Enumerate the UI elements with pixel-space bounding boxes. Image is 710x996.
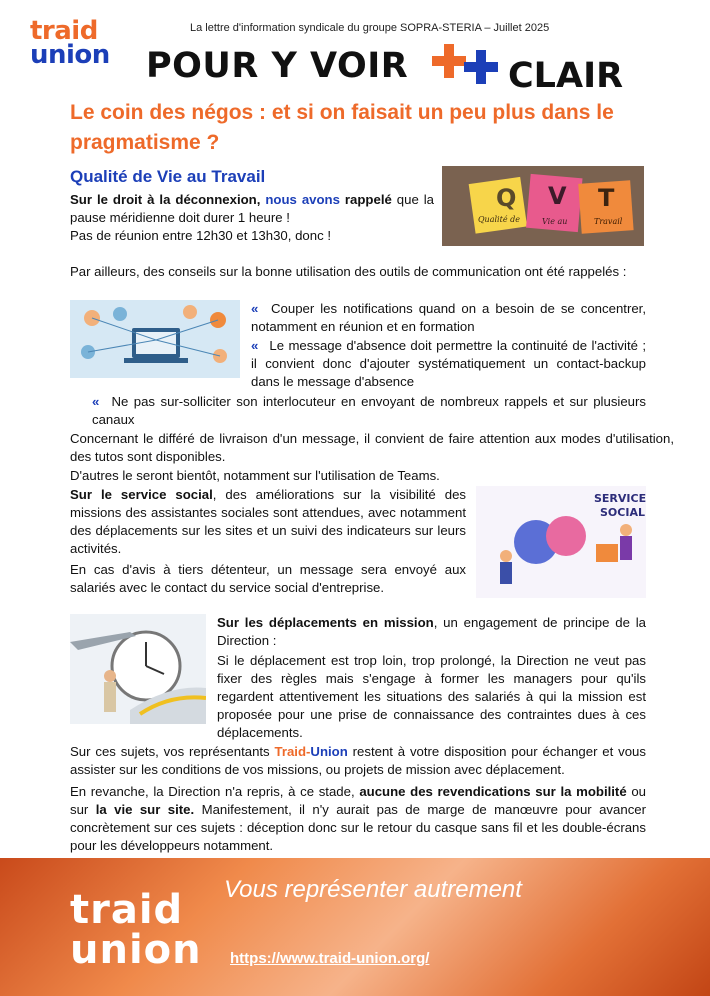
qvt-image	[442, 166, 644, 246]
communication-image	[70, 300, 240, 378]
social-paragraph	[70, 486, 466, 558]
final-bold-2: la vie sur site.	[95, 802, 195, 817]
qvt-letter-t: T	[598, 184, 615, 212]
final-bold-1: aucune des revendications sur la mobilité	[359, 784, 627, 799]
bullet-item	[251, 337, 646, 391]
missions-contact-text: restent à votre disposition pour échanger et vous assister sur les conditions de vos missions, ou projets de mission avec déplacement.	[70, 744, 646, 777]
bullet-chevron-icon: «	[251, 301, 259, 316]
missions-text: , un engagement de principe de la Direction :	[217, 615, 646, 648]
final-text-c: Manifestement, il n'y aurait pas de marge de manœuvre pour avancer concrètement sur ces sujets : déception donc sur le retour du casque sans fil et les double-écrans pour les développeurs notamment.	[70, 802, 647, 853]
social-text: , des améliorations sur la visibilité des missions des assistantes sociales sont attendues, avec notamment des déplacements sur les sites et un suivi des indicateurs sur leurs activités.	[70, 487, 466, 556]
logo-word-union: union	[30, 40, 110, 70]
bullet-text: Couper les notifications quand on a besoin de se concentrer, notamment en réunion et en formation	[251, 301, 646, 334]
brand-logo	[30, 18, 130, 68]
communication-intro: Par ailleurs, des conseils sur la bonne utilisation des outils de communication ont été rappelés :	[70, 264, 627, 279]
qvt-caption-1: Qualité de	[478, 215, 520, 224]
qvt-caption-2: Vie au	[542, 217, 568, 226]
missions-paragraph-2: Si le déplacement est trop loin, trop prolongé, la Direction ne veut pas fixer des règles mais s'engage à former les managers pour qu'ils regardent attentivement les situations des salariés à qui la mission est proposée pour une prise de connaissance des contraintes dues à ces déplacements.	[217, 653, 646, 740]
travel-image	[70, 614, 206, 724]
missions-paragraph	[217, 614, 646, 650]
qvt-caption-3: Travail	[594, 217, 623, 226]
qvt-lead-2: rappelé	[344, 192, 392, 207]
missions-final-paragraph	[70, 783, 646, 855]
qvt-accent: nous avons	[265, 192, 340, 207]
double-plus-icon	[430, 44, 502, 86]
bullet-text: Ne pas sur-solliciter son interlocuteur en envoyant de nombreux rappels et sur plusieurs canaux	[92, 394, 646, 427]
footer-logo-traid: traid	[70, 887, 184, 933]
qvt-text-2: Pas de réunion entre 12h30 et 13h30, donc !	[70, 228, 332, 243]
brand-union: Union	[310, 744, 348, 759]
bullet-item	[92, 393, 646, 429]
bullet-chevron-icon: «	[251, 338, 259, 353]
communication-note: Concernant le différé de livraison d'un message, il convient de faire attention aux modes d'utilisation, des tutos sont disponibles.	[70, 431, 674, 464]
bullet-item	[251, 300, 646, 336]
qvt-letter-q: Q	[496, 184, 517, 212]
section-heading-qvt: Qualité de Vie au Travail	[70, 167, 266, 186]
missions-lead: Sur les déplacements en mission	[217, 615, 434, 630]
qvt-text: que la pause méridienne doit durer 1 heure !	[70, 192, 435, 225]
final-text-b: ou sur	[70, 784, 647, 817]
communication-note-2: D'autres le seront bientôt, notamment sur l'utilisation de Teams.	[70, 468, 440, 483]
page-title-part1: POUR Y VOIR	[146, 46, 409, 86]
footer-logo	[70, 887, 202, 973]
missions-contact-paragraph	[70, 743, 646, 779]
website-link[interactable]: https://www.traid-union.org/	[230, 950, 430, 967]
brand-traid: Traid	[274, 744, 307, 759]
social-image-title-1: SERVICE	[594, 492, 646, 505]
footer-logo-union: union	[70, 927, 202, 973]
qvt-letter-v: V	[548, 182, 567, 210]
final-text-a: En revanche, la Direction n'a repris, à ce stade,	[70, 784, 355, 799]
page-title-part2: CLAIR	[508, 56, 624, 96]
social-paragraph-2: En cas d'avis à tiers détenteur, un message sera envoyé aux salariés avec le contact du service social d'entreprise.	[70, 562, 466, 595]
social-image-title-2: SOCIAL	[600, 506, 645, 519]
missions-contact-lead: Sur ces sujets, vos représentants	[70, 744, 270, 759]
bullet-chevron-icon: «	[92, 394, 100, 409]
headline: Le coin des négos : et si on faisait un peu plus dans le pragmatisme ?	[70, 101, 614, 154]
footer-slogan: Vous représenter autrement	[224, 876, 522, 903]
newsletter-line: La lettre d'information syndicale du groupe SOPRA-STERIA – Juillet 2025	[190, 22, 550, 34]
qvt-lead: Sur le droit à la déconnexion,	[70, 192, 261, 207]
logo-word-traid: traid	[30, 16, 98, 46]
social-service-image	[476, 486, 646, 598]
social-lead: Sur le service social	[70, 487, 213, 502]
bullet-text: Le message d'absence doit permettre la continuité de l'activité ; il convient donc d'ajouter systématiquement un contact-backup dans le message d'absence	[251, 338, 646, 389]
brand-separator: -	[306, 744, 311, 759]
qvt-paragraph	[70, 191, 434, 245]
